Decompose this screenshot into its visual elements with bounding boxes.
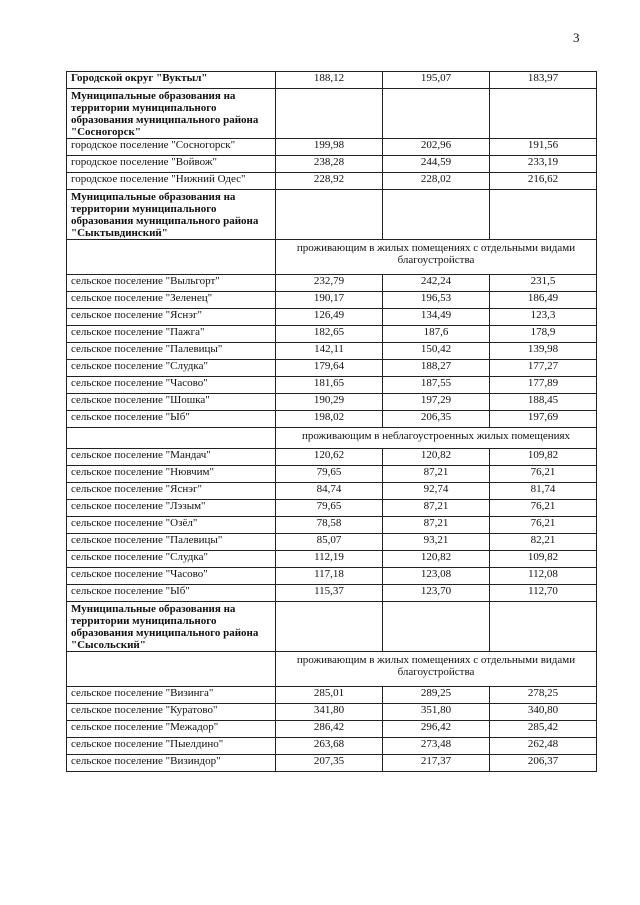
value-cell-3: 76,21 bbox=[490, 466, 597, 483]
value-cell-3: 76,21 bbox=[490, 500, 597, 517]
value-cell-2: 197,29 bbox=[383, 394, 490, 411]
value-cell-3: 278,25 bbox=[490, 687, 597, 704]
settlement-name: городское поселение "Войвож" bbox=[67, 156, 276, 173]
table-row bbox=[67, 139, 597, 156]
value-cell-2: 202,96 bbox=[383, 139, 490, 156]
settlement-name: городское поселение "Нижний Одес" bbox=[67, 173, 276, 190]
value-cell-1: 263,68 bbox=[276, 738, 383, 755]
value-cell-1: 238,28 bbox=[276, 156, 383, 173]
value-cell-1: 181,65 bbox=[276, 377, 383, 394]
table-group-row bbox=[67, 89, 597, 139]
value-cell-2: 206,35 bbox=[383, 411, 490, 428]
tariff-table-body bbox=[67, 72, 597, 772]
table-row bbox=[67, 721, 597, 738]
value-cell-1: 190,17 bbox=[276, 292, 383, 309]
value-cell-2: 196,53 bbox=[383, 292, 490, 309]
value-cell-1: 232,79 bbox=[276, 275, 383, 292]
settlement-name: сельское поселение "Палевицы" bbox=[67, 534, 276, 551]
value-cell-1: 198,02 bbox=[276, 411, 383, 428]
settlement-name: сельское поселение "Ыб" bbox=[67, 585, 276, 602]
table-note-row bbox=[67, 240, 597, 275]
value-cell-3: 76,21 bbox=[490, 517, 597, 534]
value-cell-2: 93,21 bbox=[383, 534, 490, 551]
settlement-name: сельское поселение "Шошка" bbox=[67, 394, 276, 411]
value-cell-1: 112,19 bbox=[276, 551, 383, 568]
empty-cell bbox=[67, 240, 276, 275]
value-cell-3: 109,82 bbox=[490, 551, 597, 568]
value-cell-3: 177,27 bbox=[490, 360, 597, 377]
value-cell-3: 139,98 bbox=[490, 343, 597, 360]
group-heading: Муниципальные образования на территории муниципального образования муниципального района "Сыктывдинский" bbox=[67, 190, 276, 240]
value-cell-3: 177,89 bbox=[490, 377, 597, 394]
value-cell-1: 120,62 bbox=[276, 449, 383, 466]
table-row bbox=[67, 411, 597, 428]
settlement-name: сельское поселение "Слудка" bbox=[67, 360, 276, 377]
value-cell-3: 216,62 bbox=[490, 173, 597, 190]
value-cell-1: 126,49 bbox=[276, 309, 383, 326]
table-note-row bbox=[67, 428, 597, 449]
value-cell-1: 199,98 bbox=[276, 139, 383, 156]
value-cell-3: 186,49 bbox=[490, 292, 597, 309]
value-cell-2: 134,49 bbox=[383, 309, 490, 326]
table-row bbox=[67, 704, 597, 721]
settlement-name: сельское поселение "Лэзым" bbox=[67, 500, 276, 517]
table-row bbox=[67, 585, 597, 602]
value-cell-1: 286,42 bbox=[276, 721, 383, 738]
category-note: проживающим в жилых помещениях с отдельными видами благоустройства bbox=[276, 652, 597, 687]
value-cell-1 bbox=[276, 89, 383, 139]
value-cell-2: 351,80 bbox=[383, 704, 490, 721]
value-cell-3 bbox=[490, 602, 597, 652]
value-cell-3: 123,3 bbox=[490, 309, 597, 326]
value-cell-3: 82,21 bbox=[490, 534, 597, 551]
value-cell-2 bbox=[383, 602, 490, 652]
value-cell-1: 78,58 bbox=[276, 517, 383, 534]
settlement-name: сельское поселение "Визинга" bbox=[67, 687, 276, 704]
settlement-name: сельское поселение "Слудка" bbox=[67, 551, 276, 568]
value-cell-1: 115,37 bbox=[276, 585, 383, 602]
category-note: проживающим в жилых помещениях с отдельными видами благоустройства bbox=[276, 240, 597, 275]
table-row bbox=[67, 309, 597, 326]
table-row bbox=[67, 343, 597, 360]
table-row bbox=[67, 360, 597, 377]
empty-cell bbox=[67, 652, 276, 687]
settlement-name: сельское поселение "Куратово" bbox=[67, 704, 276, 721]
settlement-name: сельское поселение "Яснэг" bbox=[67, 309, 276, 326]
value-cell-1: 207,35 bbox=[276, 755, 383, 772]
value-cell-1: 285,01 bbox=[276, 687, 383, 704]
value-cell-3: 285,42 bbox=[490, 721, 597, 738]
table-row bbox=[67, 551, 597, 568]
table-row bbox=[67, 517, 597, 534]
value-cell-2: 217,37 bbox=[383, 755, 490, 772]
settlement-name: сельское поселение "Зеленец" bbox=[67, 292, 276, 309]
category-note: проживающим в неблагоустроенных жилых помещениях bbox=[276, 428, 597, 449]
value-cell-1: 179,64 bbox=[276, 360, 383, 377]
table-row bbox=[67, 483, 597, 500]
settlement-name: сельское поселение "Часово" bbox=[67, 568, 276, 585]
value-cell-2: 187,55 bbox=[383, 377, 490, 394]
value-cell-3: 188,45 bbox=[490, 394, 597, 411]
value-cell-3: 197,69 bbox=[490, 411, 597, 428]
table-row bbox=[67, 173, 597, 190]
settlement-name: сельское поселение "Палевицы" bbox=[67, 343, 276, 360]
value-cell-3 bbox=[490, 89, 597, 139]
value-cell-1: 85,07 bbox=[276, 534, 383, 551]
value-cell-2: 87,21 bbox=[383, 517, 490, 534]
table-note-row bbox=[67, 652, 597, 687]
table-group-row bbox=[67, 602, 597, 652]
table-row bbox=[67, 394, 597, 411]
value-cell-2: 150,42 bbox=[383, 343, 490, 360]
value-cell-2: 289,25 bbox=[383, 687, 490, 704]
settlement-name: сельское поселение "Мандач" bbox=[67, 449, 276, 466]
value-cell-2: 92,74 bbox=[383, 483, 490, 500]
table-row bbox=[67, 755, 597, 772]
settlement-name: сельское поселение "Ыб" bbox=[67, 411, 276, 428]
value-cell-3: 109,82 bbox=[490, 449, 597, 466]
table-row bbox=[67, 738, 597, 755]
tariff-table bbox=[66, 71, 597, 772]
value-cell-2: 273,48 bbox=[383, 738, 490, 755]
value-cell-1: 341,80 bbox=[276, 704, 383, 721]
settlement-name: Городской округ "Вуктыл" bbox=[67, 72, 276, 89]
table-row bbox=[67, 568, 597, 585]
value-cell-1: 182,65 bbox=[276, 326, 383, 343]
value-cell-3: 233,19 bbox=[490, 156, 597, 173]
value-cell-1: 188,12 bbox=[276, 72, 383, 89]
value-cell-3: 112,70 bbox=[490, 585, 597, 602]
table-row bbox=[67, 292, 597, 309]
table-main-row bbox=[67, 72, 597, 89]
value-cell-1 bbox=[276, 602, 383, 652]
value-cell-2: 120,82 bbox=[383, 449, 490, 466]
value-cell-2 bbox=[383, 89, 490, 139]
value-cell-2 bbox=[383, 190, 490, 240]
value-cell-2: 87,21 bbox=[383, 466, 490, 483]
table-row bbox=[67, 466, 597, 483]
settlement-name: сельское поселение "Пыелдино" bbox=[67, 738, 276, 755]
group-heading: Муниципальные образования на территории муниципального образования муниципального района "Сысольский" bbox=[67, 602, 276, 652]
table-row bbox=[67, 275, 597, 292]
value-cell-2: 188,27 bbox=[383, 360, 490, 377]
value-cell-1: 142,11 bbox=[276, 343, 383, 360]
page-number: 3 bbox=[573, 30, 580, 45]
value-cell-3: 178,9 bbox=[490, 326, 597, 343]
settlement-name: сельское поселение "Озёл" bbox=[67, 517, 276, 534]
settlement-name: сельское поселение "Пажга" bbox=[67, 326, 276, 343]
value-cell-3: 81,74 bbox=[490, 483, 597, 500]
value-cell-1: 190,29 bbox=[276, 394, 383, 411]
value-cell-3: 340,80 bbox=[490, 704, 597, 721]
settlement-name: сельское поселение "Нювчим" bbox=[67, 466, 276, 483]
empty-cell bbox=[67, 428, 276, 449]
value-cell-2: 123,70 bbox=[383, 585, 490, 602]
settlement-name: сельское поселение "Часово" bbox=[67, 377, 276, 394]
value-cell-3: 112,08 bbox=[490, 568, 597, 585]
table-group-row bbox=[67, 190, 597, 240]
settlement-name: сельское поселение "Визиндор" bbox=[67, 755, 276, 772]
value-cell-3: 191,56 bbox=[490, 139, 597, 156]
value-cell-1: 79,65 bbox=[276, 466, 383, 483]
value-cell-3: 231,5 bbox=[490, 275, 597, 292]
settlement-name: сельское поселение "Яснэг" bbox=[67, 483, 276, 500]
value-cell-2: 244,59 bbox=[383, 156, 490, 173]
table-row bbox=[67, 156, 597, 173]
value-cell-2: 195,07 bbox=[383, 72, 490, 89]
table-row bbox=[67, 500, 597, 517]
table-row bbox=[67, 534, 597, 551]
group-heading: Муниципальные образования на территории муниципального образования муниципального района "Сосногорск" bbox=[67, 89, 276, 139]
value-cell-2: 187,6 bbox=[383, 326, 490, 343]
value-cell-3: 183,97 bbox=[490, 72, 597, 89]
value-cell-2: 120,82 bbox=[383, 551, 490, 568]
table-row bbox=[67, 687, 597, 704]
value-cell-1: 84,74 bbox=[276, 483, 383, 500]
settlement-name: городское поселение "Сосногорск" bbox=[67, 139, 276, 156]
settlement-name: сельское поселение "Межадор" bbox=[67, 721, 276, 738]
value-cell-1: 79,65 bbox=[276, 500, 383, 517]
table-row bbox=[67, 326, 597, 343]
value-cell-2: 228,02 bbox=[383, 173, 490, 190]
value-cell-1: 117,18 bbox=[276, 568, 383, 585]
value-cell-3: 206,37 bbox=[490, 755, 597, 772]
value-cell-2: 242,24 bbox=[383, 275, 490, 292]
value-cell-1 bbox=[276, 190, 383, 240]
table-row bbox=[67, 449, 597, 466]
value-cell-2: 123,08 bbox=[383, 568, 490, 585]
value-cell-3: 262,48 bbox=[490, 738, 597, 755]
settlement-name: сельское поселение "Выльгорт" bbox=[67, 275, 276, 292]
value-cell-1: 228,92 bbox=[276, 173, 383, 190]
table-row bbox=[67, 377, 597, 394]
value-cell-2: 296,42 bbox=[383, 721, 490, 738]
value-cell-2: 87,21 bbox=[383, 500, 490, 517]
value-cell-3 bbox=[490, 190, 597, 240]
